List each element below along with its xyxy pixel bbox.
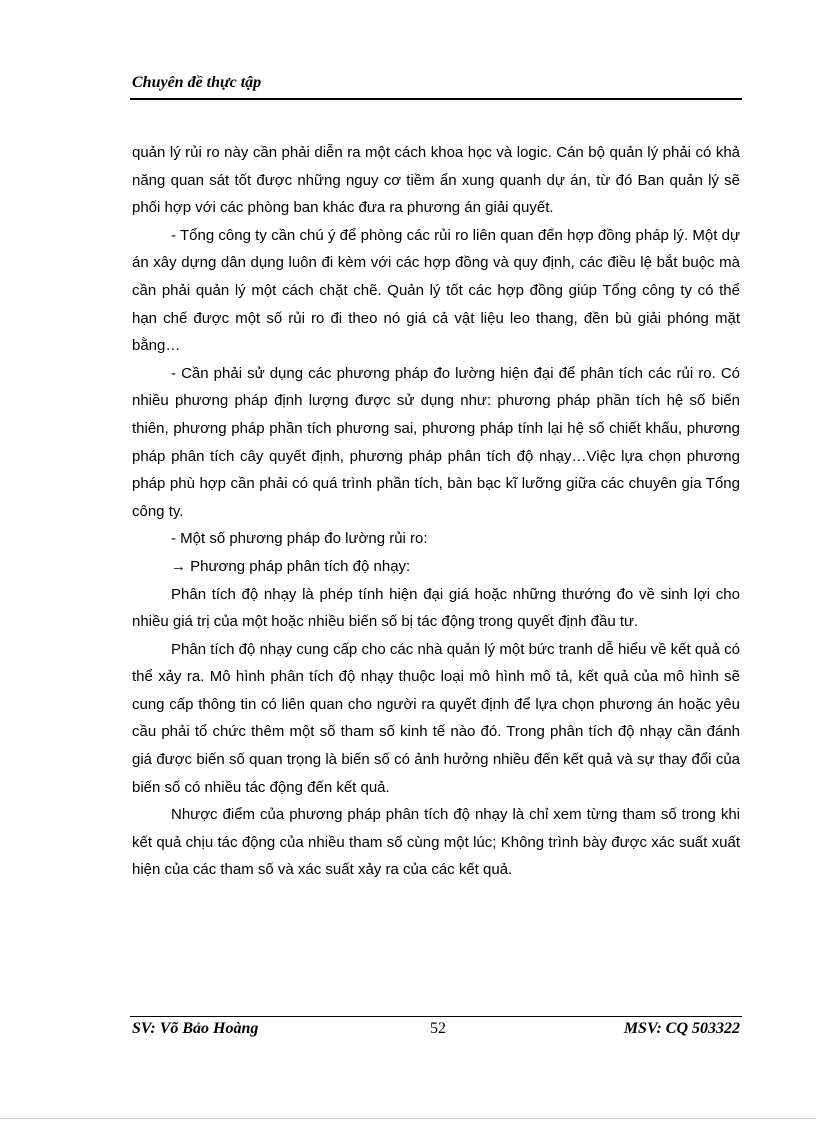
paragraph: → Phương pháp phân tích độ nhạy:: [171, 557, 411, 575]
paragraph: quản lý rủi ro này cần phải diễn ra một cách khoa học và logic. Cán bộ quản lý phải có khả năng quan sát tốt được những nguy cơ tiềm ẩn xung quanh dự án, từ đó Ban quản lý sẽ phối hợp với các phòng ban khác đưa ra phương án giải quyết.: [132, 144, 740, 217]
paragraph: Phân tích độ nhạy là phép tính hiện đại giá hoặc những thướng đo về sinh lợi cho nhiều giá trị của một hoặc nhiều biến số bị tác động trong quyết định đầu tư.: [132, 585, 740, 631]
page-bottom-edge: [0, 1118, 816, 1119]
paragraph: Phân tích độ nhạy cung cấp cho các nhà quản lý một bức tranh dễ hiểu về kết quả có thể xảy ra. Mô hình phân tích độ nhạy thuộc loại mô hình mô tả, kết quả của mô hình sẽ cung cấp thông tin có liên quan cho người ra quyết định để lựa chọn phương án hoặc yêu cầu phải tổ chức thêm một số tham số kinh tế nào đó. Trong phân tích độ nhạy cần đánh giá được biến số quan trọng là biến số có ảnh hưởng nhiều đến kết quả và sự thay đổi của biến số có nhiều tác động đến kết quả.: [132, 640, 740, 796]
paragraph: - Một số phương pháp đo lường rủi ro:: [171, 530, 428, 548]
footer-student-name: SV: Võ Bảo Hoàng: [132, 1020, 259, 1037]
document-body: [132, 139, 740, 884]
header-divider: [130, 98, 742, 100]
footer-divider: [130, 1016, 742, 1017]
paragraph: - Tổng công ty cần chú ý để phòng các rủi ro liên quan đến hợp đồng pháp lý. Một dự án xây dựng dân dụng luôn đi kèm với các hợp đồng và quy định, các điều lệ bắt buộc mà cần phải quản lý một cách chặt chẽ. Quản lý tốt các hợp đồng giúp Tổng công ty có thể hạn chế được một số rủi ro đi theo nó giá cả vật liệu leo thang, đền bù giải phóng mặt bằng…: [132, 226, 740, 355]
paragraph: - Cần phải sử dụng các phương pháp đo lường hiện đại để phân tích các rủi ro. Có nhiều phương pháp định lượng được sử dụng như: phương pháp phần tích hệ số biến thiên, phương pháp phần tích phương sai, phương pháp tính lại hệ số chiết khấu, phương pháp phân tích cây quyết định, phương pháp phân tích độ nhạy…Việc lựa chọn phương pháp phù hợp cần phải có quá trình phần tích, bàn bạc kĩ lưỡng giữa các chuyên gia Tổng công ty.: [132, 364, 740, 520]
paragraph: Nhược điểm của phương pháp phân tích độ nhạy là chỉ xem từng tham số trong khi kết quả chịu tác động của nhiều tham số cùng một lúc; Không trình bày được xác suất xuất hiện của các tham số và xác suất xảy ra của các kết quả.: [132, 806, 740, 879]
page-number: 52: [430, 1020, 446, 1037]
footer-student-id: MSV: CQ 503322: [623, 1020, 740, 1037]
page-header-title: Chuyên đề thực tập: [132, 74, 262, 91]
